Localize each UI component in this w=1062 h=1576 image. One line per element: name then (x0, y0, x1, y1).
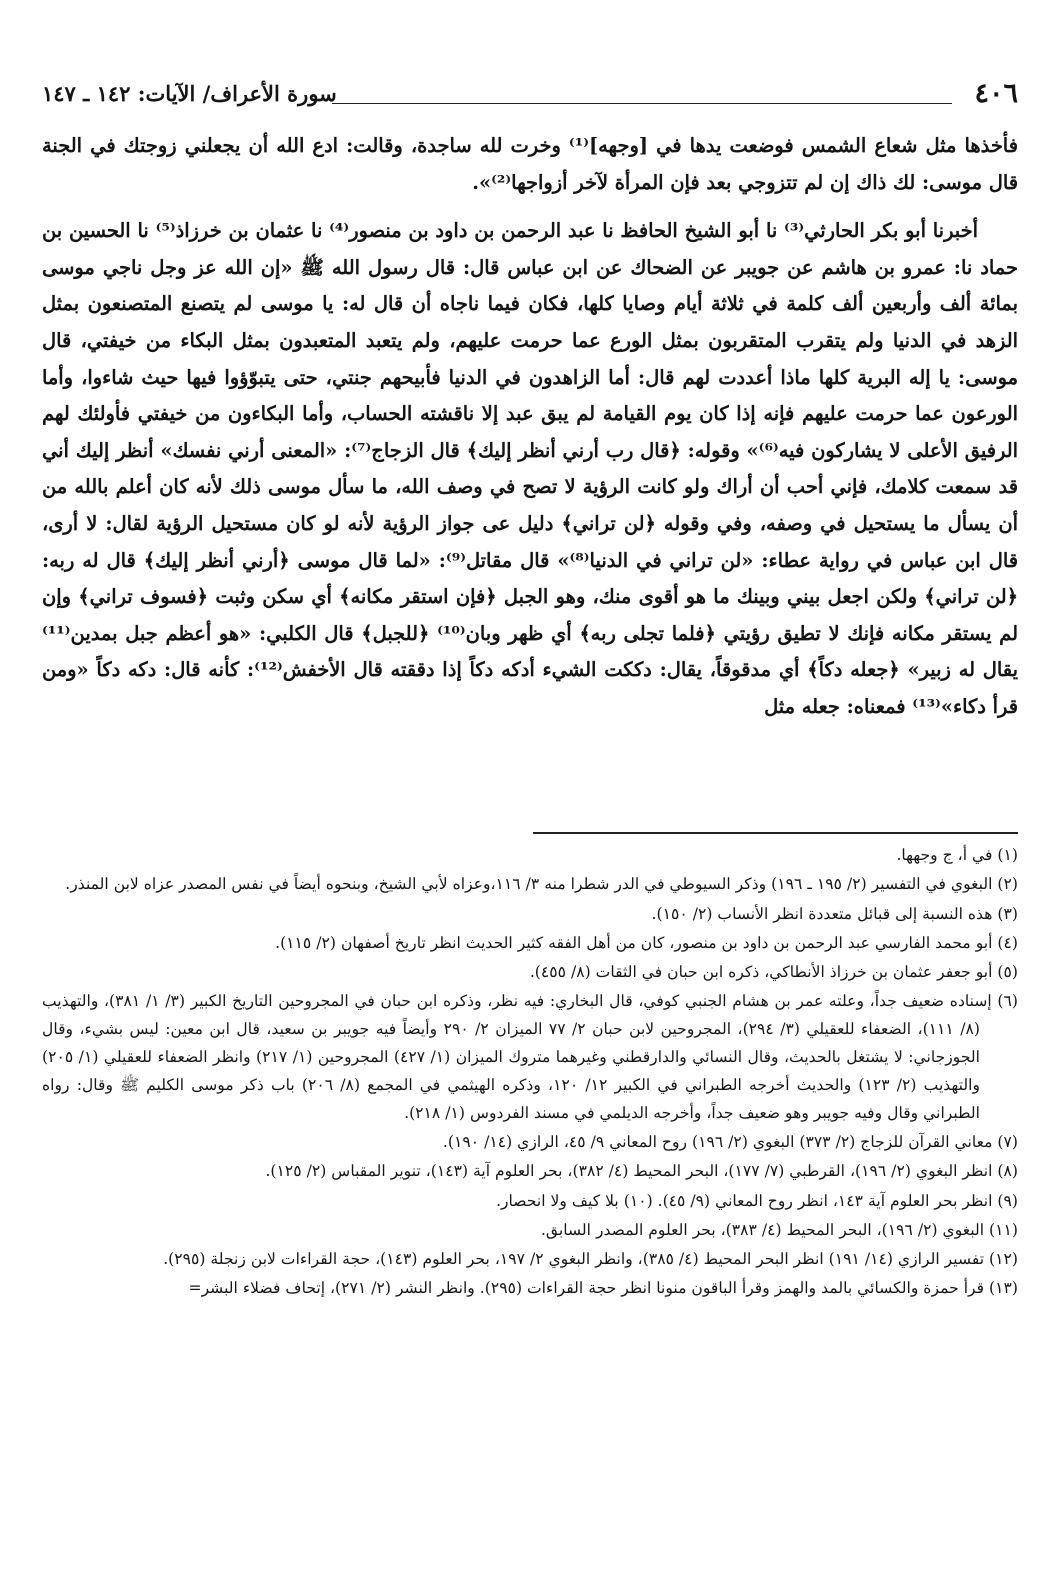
footnote: (٥) أبو جعفر عثمان بن خرزاذ الأنطاكي، ذكره ابن حبان في الثقات (٨/ ٤٥٥). (529, 963, 1018, 982)
footnote: (١١) البغوي (٢/ ١٩٦)، البحر المحيط (٤/ ٣٨٣)، بحر العلوم المصدر السابق. (540, 1220, 1018, 1239)
footnote: (٧) معاني القرآن للزجاج (٢/ ٣٧٣) البغوي (٢/ ١٩٦) روح المعاني ٩/ ٤٥، الرازي (١٤/ ١٩٠). (442, 1132, 1018, 1151)
paragraph: فأخذها مثل شعاع الشمس فوضعت يدها في [وجهه]⁽¹⁾ وخرت لله ساجدة، وقالت: ادع الله أن يجعلني زوجتك في الجنة قال موسى: لك ذاك إن لم تتزوجي بعد فإن المرأة لآخر أزواجها⁽²⁾». (42, 134, 1018, 194)
running-title: سورة الأعراف/ الآيات: ١٤٢ ـ ١٤٧ (42, 81, 337, 106)
footnote: (٦) إسناده ضعيف جداً، وعلته عمر بن هشام الجنبي كوفي، قال البخاري: فيه نظر، وذكره ابن حبان في المجروحين التاريخ الكبير (٣/ ١/ ٣٨١)، والتهذيب (٨/ ١١١)، الضعفاء للعقيلي (٣/ ٢٩٤)، المجروحين لابن حبان ٢/ ٧٧ الميزان ٢/ ٢٩٠ وأيضاً فيه جويبر بن سعيد، قال ابن معين: ليس بشيء، وقال الجوزجاني: لا يشتغل بالحديث، وقال النسائي والدارقطني وغيرهما متروك الميزان (١/ ٤٢٧) المجروحين (١/ ٢١٧) وانظر الضعفاء للعقيلي (١/ ٢٠٥) والتهذيب (٢/ ١٢٣) والحديث أخرجه الطبراني في الكبير ١٢/ ١٢٠، وذكره الهيثمي في المجمع (٨/ ٢٠٦) باب ذكر موسى الكليم ﷺ وقال: رواه الطبراني وقال وفيه جويبر وهو ضعيف جداً، وأخرجه الديلمي في مسند الفردوس (١/ ٢١٨). (42, 992, 1019, 1122)
running-header (42, 76, 1018, 116)
footnote: (١٣) قرأ حمزة والكسائي بالمد والهمز وقرأ الباقون منونا انظر حجة القراءات (٢٩٥). وانظر النشر (٢/ ٢٧١)، إتحاف فضلاء البشر= (188, 1279, 1018, 1298)
page-number: ٤٠٦ (974, 78, 1018, 109)
footnote: (٤) أبو محمد الفارسي عبد الرحمن بن داود بن منصور، كان من أهل الفقه كثير الحديث انظر تاريخ أصفهان (٢/ ١١٥). (275, 933, 1018, 952)
header-rule (332, 103, 952, 104)
footnote: (١٢) تفسير الرازي (١٤/ ١٩١) انظر البحر المحيط (٤/ ٣٨٥)، وانظر البغوي ٢/ ١٩٧، بحر العلوم (١٤٣)، حجة القراءات لابن زنجلة (٢٩٥). (163, 1250, 1018, 1269)
footnote: (٣) هذه النسبة إلى قبائل متعددة انظر الأنساب (٢/ ١٥٠). (651, 904, 1018, 923)
footnote: (١) في أ، ج وجهها. (896, 846, 1018, 864)
footnotes (42, 842, 1018, 1305)
footnote: (٢) البغوي في التفسير (٢/ ١٩٥ ـ ١٩٦) وذكر السيوطي في الدر شطرا منه ٣/ ١١٦،وعزاه لأبي الشيخ، وبنحوه أيضاً في نفس المصدر عزاه لابن المنذر. (65, 875, 1018, 894)
paragraph: أخبرنا أبو بكر الحارثي⁽³⁾ نا أبو الشيخ الحافظ نا عبد الرحمن بن داود بن منصور⁽⁴⁾ نا عثمان بن خرزاذ⁽⁵⁾ نا الحسين بن حماد نا: عمرو بن هاشم عن جويبر عن الضحاك عن ابن عباس قال: قال رسول الله ﷺ «إن الله عز وجل ناجي موسى بمائة ألف وأربعين ألف كلمة في ثلاثة أيام وصايا كلها، فكان فيما ناجاه أن قال له: يا موسى لم يتصنع المتصنعون بمثل الزهد في الدنيا ولم يتقرب المتقربون بمثل الورع عما حرمت عليهم، ولم يتعبد المتعبدون بمثل البكاء من خيفتي، قال موسى: يا إله البرية كلها ماذا أعددت لهم قال: أما الزاهدون في الدنيا فأبيحهم جنتي، حتى يتبوّؤوا فيها حيث شاءوا، وأما الورعون عما حرمت عليهم فإنه إذا كان يوم القيامة لم يبق عبد إلا ناقشته الحساب، وأما البكاءون من خيفتي فأولئك لهم الرفيق الأعلى لا يشاركون فيه⁽⁶⁾» وقوله: ﴿قال رب أرني أنظر إليك﴾ قال الزجاج⁽⁷⁾: «المعنى أرني نفسك» أنظر إليك أني قد سمعت كلامك، فإني أحب أن أراك ولو كانت الرؤية لا تصح في وصف الله، ما سأل موسى ذلك لأنه كان أعلم بالله من أن يسأل ما يستحيل في وصفه، وفي وقوله ﴿لن تراني﴾ دليل عى جواز الرؤية لأنه لو كان مستحيل الرؤية لقال: لا أرى، قال ابن عباس في رواية عطاء: «لن تراني في الدنيا⁽⁸⁾» قال مقاتل⁽⁹⁾: «لما قال موسى ﴿أرني أنظر إليك﴾ قال له ربه: ﴿لن تراني﴾ ولكن اجعل بيني وبينك ما هو أقوى منك، وهو الجبل ﴿فإن استقر مكانه﴾ أي سكن وثبت ﴿فسوف تراني﴾ وإن لم يستقر مكانه فإنك لا تطيق رؤيتي ﴿فلما تجلى ربه﴾ أي ظهر وبان⁽¹⁰⁾ ﴿للجبل﴾ قال الكلبي: «هو أعظم جبل بمدين⁽¹¹⁾ يقال له زبير» ﴿جعله دكاً﴾ أي مدقوقاً، يقال: دككت الشيء أدكه دكاً إذا دققته قال الأخفش⁽¹²⁾: كأنه قال: دكه دكاً «ومن قرأ دكاء»⁽¹³⁾ فمعناه: جعله مثل (42, 219, 1019, 718)
footnote: (٨) انظر البغوي (٢/ ١٩٦)، القرطبي (٧/ ١٧٧)، البحر المحيط (٤/ ٣٨٢)، بحر العلوم آية (١٤٣)، تنوير المقباس (٢/ ١٢٥). (265, 1162, 1018, 1181)
footnote: (٩) انظر بحر العلوم آية ١٤٣، انظر روح المعاني (٩/ ٤٥). (١٠) بلا كيف ولا انحصار. (496, 1191, 1018, 1210)
footnote-separator (533, 832, 1018, 834)
main-text (42, 128, 1018, 726)
